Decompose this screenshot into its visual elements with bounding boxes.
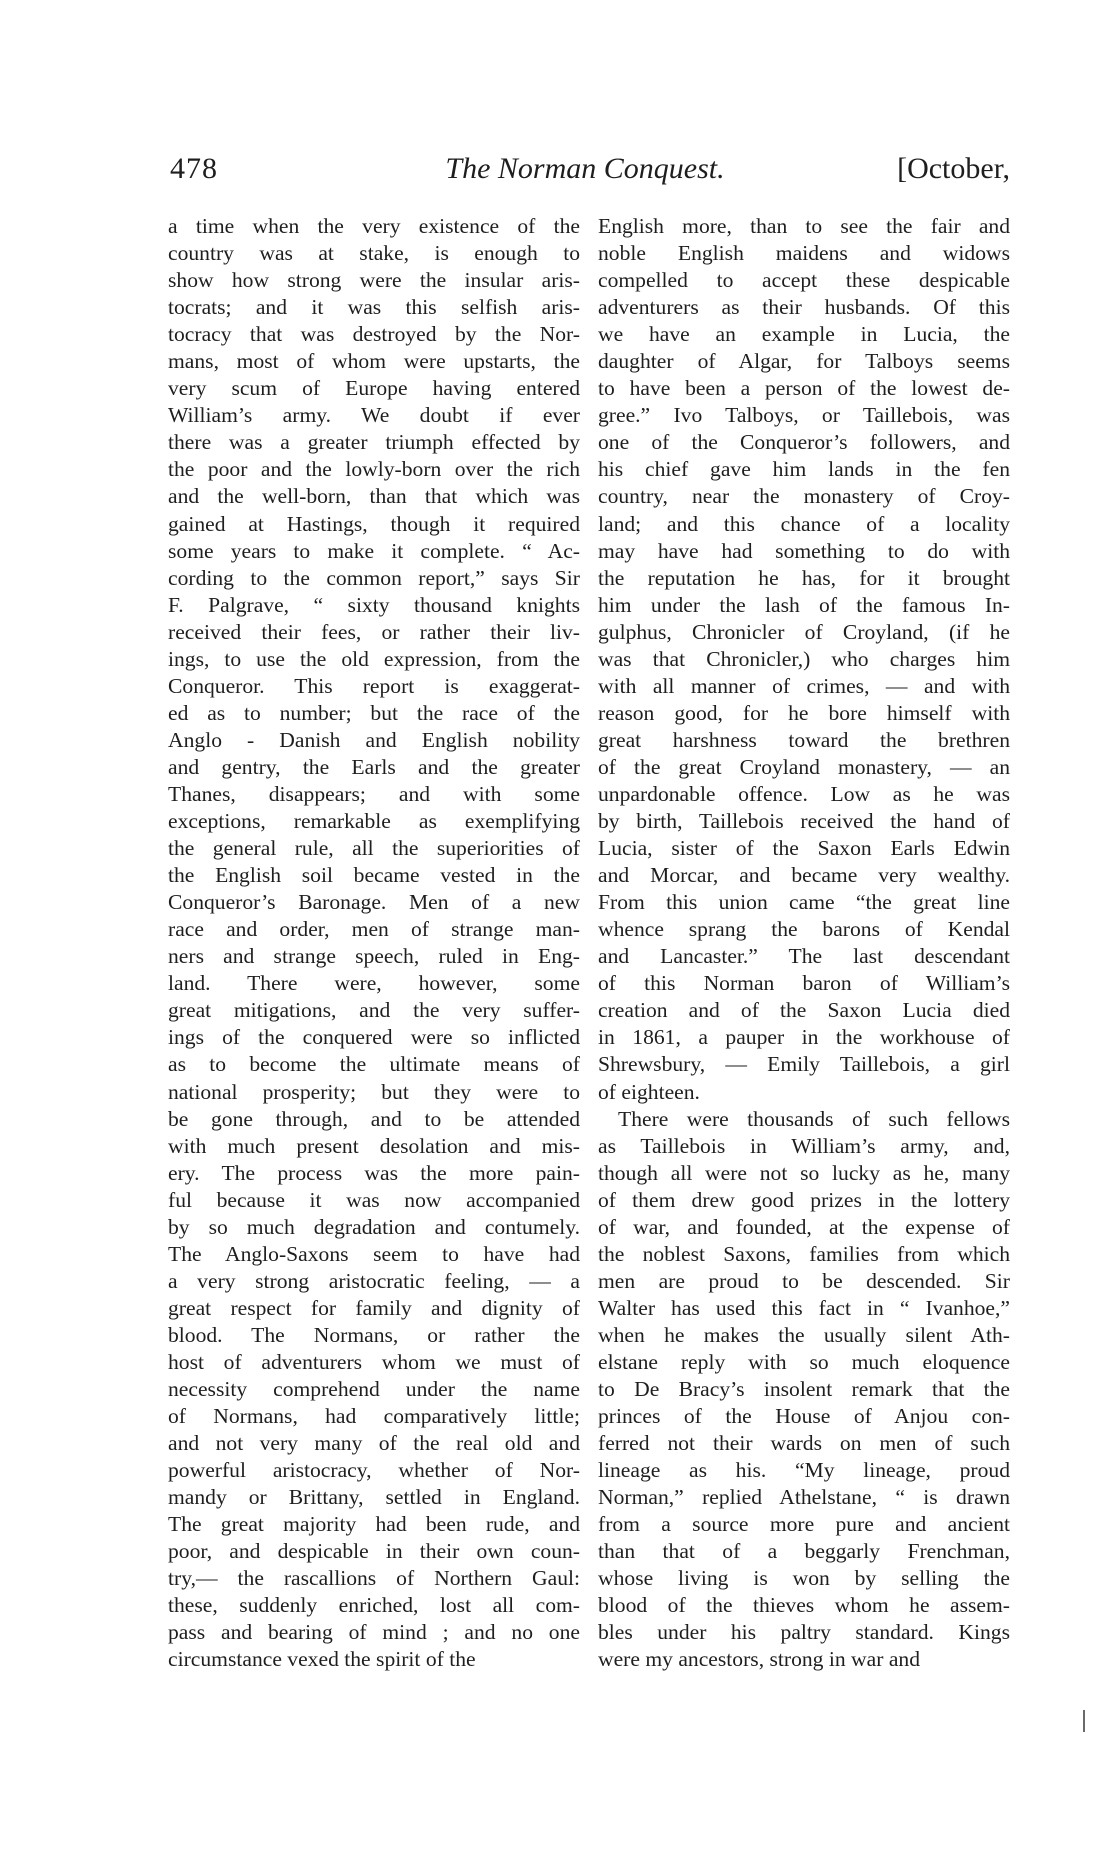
text-line: of them drew good prizes in the lottery xyxy=(598,1187,1010,1212)
text-line: national prosperity; but they were to xyxy=(168,1079,580,1104)
text-line: the English soil became vested in the xyxy=(168,863,580,888)
text-line: land; and this chance of a locality xyxy=(598,511,1010,536)
text-line: men are proud to be descended. Sir xyxy=(598,1268,1010,1293)
running-month: [October, xyxy=(897,152,1010,185)
text-line: gree.” Ivo Talboys, or Taillebois, was xyxy=(598,403,1010,428)
text-line: though all were not so lucky as he, many xyxy=(598,1160,1010,1185)
text-line: from a source more pure and ancient xyxy=(598,1512,1010,1537)
text-line: William’s army. We doubt if ever xyxy=(168,403,580,428)
text-line: the poor and the lowly-born over the rich xyxy=(168,457,580,482)
text-line: Norman,” replied Athelstane, “ is drawn xyxy=(598,1485,1010,1510)
text-line: gulphus, Chronicler of Croyland, (if he xyxy=(598,619,1010,644)
text-line: reason good, for he bore himself with xyxy=(598,700,1010,725)
text-line: with much present desolation and mis- xyxy=(168,1133,580,1158)
text-line: great mitigations, and the very suffer- xyxy=(168,998,580,1023)
text-line: compelled to accept these despicable xyxy=(598,268,1010,293)
text-line: ings, to use the old expression, from the xyxy=(168,646,580,671)
left-column xyxy=(168,213,580,1674)
text-line: try,— the rascallions of Northern Gaul: xyxy=(168,1566,580,1591)
text-line: received their fees, or rather their liv- xyxy=(168,619,580,644)
text-line: powerful aristocracy, whether of Nor- xyxy=(168,1458,580,1483)
text-line: blood. The Normans, or rather the xyxy=(168,1322,580,1347)
text-line: unpardonable offence. Low as he was xyxy=(598,781,1010,806)
text-line: him under the lash of the famous In- xyxy=(598,592,1010,617)
text-line: as Taillebois in William’s army, and, xyxy=(598,1133,1010,1158)
text-line: and the well-born, than that which was xyxy=(168,484,580,509)
text-line: gained at Hastings, though it required xyxy=(168,511,580,536)
text-line: with all manner of crimes, — and with xyxy=(598,673,1010,698)
text-line: show how strong were the insular aris- xyxy=(168,268,580,293)
text-line: From this union came “the great line xyxy=(598,890,1010,915)
text-line: by so much degradation and contumely. xyxy=(168,1214,580,1239)
text-line: a time when the very existence of the xyxy=(168,214,580,238)
text-line: of this Norman baron of William’s xyxy=(598,971,1010,996)
text-line: his chief gave him lands in the fen xyxy=(598,457,1010,482)
text-line: was that Chronicler,) who charges him xyxy=(598,646,1010,671)
text-line: to have been a person of the lowest de- xyxy=(598,376,1010,401)
text-line: Lucia, sister of the Saxon Earls Edwin xyxy=(598,836,1010,861)
text-line: the noblest Saxons, families from which xyxy=(598,1241,1010,1266)
text-line: daughter of Algar, for Talboys seems xyxy=(598,349,1010,374)
text-line: these, suddenly enriched, lost all com- xyxy=(168,1593,580,1618)
text-line: creation and of the Saxon Lucia died xyxy=(598,998,1010,1023)
text-line: some years to make it complete. “ Ac- xyxy=(168,538,580,563)
text-line: ful because it was now accompanied xyxy=(168,1187,580,1212)
text-line: in 1861, a pauper in the workhouse of xyxy=(598,1025,1010,1050)
text-line: mandy or Brittany, settled in England. xyxy=(168,1485,580,1510)
text-line: when he makes the usually silent Ath- xyxy=(598,1322,1010,1347)
text-line: elstane reply with so much eloquence xyxy=(598,1349,1010,1374)
page-number: 478 xyxy=(170,152,218,185)
text-line: one of the Conqueror’s followers, and xyxy=(598,430,1010,455)
right-column xyxy=(598,213,1010,1674)
text-line: of Normans, had comparatively little; xyxy=(168,1404,580,1429)
text-line: of eighteen. xyxy=(598,1079,700,1104)
text-line: bles under his paltry standard. Kings xyxy=(598,1620,1010,1645)
text-line: than that of a beggarly Frenchman, xyxy=(598,1539,1010,1564)
running-title: The Norman Conquest. xyxy=(445,152,725,185)
text-line: of the great Croyland monastery, — an xyxy=(598,754,1010,779)
text-line: Shrewsbury, — Emily Taillebois, a girl xyxy=(598,1052,1010,1077)
text-line: lineage as his. “My lineage, proud xyxy=(598,1458,1010,1483)
text-line: country, near the monastery of Croy- xyxy=(598,484,1010,509)
text-line: the reputation he has, for it brought xyxy=(598,565,1010,590)
text-line: whence sprang the barons of Kendal xyxy=(598,917,1010,942)
text-line: great harshness toward the brethren xyxy=(598,727,1010,752)
text-line: great respect for family and dignity of xyxy=(168,1295,580,1320)
text-line: adventurers as their husbands. Of this xyxy=(598,295,1010,320)
text-line: very scum of Europe having entered xyxy=(168,376,580,401)
text-line: blood of the thieves whom he assem- xyxy=(598,1593,1010,1618)
page-header xyxy=(165,152,1010,196)
text-line: exceptions, remarkable as exemplifying xyxy=(168,809,580,834)
text-line: Conqueror’s Baronage. Men of a new xyxy=(168,890,580,915)
text-line: There were thousands of such fellows xyxy=(618,1106,1010,1131)
text-line: The Anglo-Saxons seem to have had xyxy=(168,1241,580,1266)
text-line: and gentry, the Earls and the greater xyxy=(168,754,580,779)
text-line: a very strong aristocratic feeling, — a xyxy=(168,1268,580,1293)
text-line: country was at stake, is enough to xyxy=(168,241,580,266)
margin-mark xyxy=(1083,1710,1085,1732)
text-line: Conqueror. This report is exaggerat- xyxy=(168,673,580,698)
text-line: ners and strange speech, ruled in Eng- xyxy=(168,944,580,969)
text-line: mans, most of whom were upstarts, the xyxy=(168,349,580,374)
text-line: noble English maidens and widows xyxy=(598,241,1010,266)
text-line: to De Bracy’s insolent remark that the xyxy=(598,1377,1010,1402)
text-line: whose living is won by selling the xyxy=(598,1566,1010,1591)
text-line: necessity comprehend under the name xyxy=(168,1377,580,1402)
text-line: poor, and despicable in their own coun- xyxy=(168,1539,580,1564)
text-line: ed as to number; but the race of the xyxy=(168,700,580,725)
text-line: Walter has used this fact in “ Ivanhoe,” xyxy=(598,1295,1010,1320)
text-line: tocrats; and it was this selfish aris- xyxy=(168,295,580,320)
text-line: cording to the common report,” says Sir xyxy=(168,565,580,590)
text-line: host of adventurers whom we must of xyxy=(168,1349,580,1374)
text-line: English more, than to see the fair and xyxy=(598,214,1010,238)
text-line: race and order, men of strange man- xyxy=(168,917,580,942)
text-line: by birth, Taillebois received the hand of xyxy=(598,809,1010,834)
text-line: as to become the ultimate means of xyxy=(168,1052,580,1077)
text-line: were my ancestors, strong in war and xyxy=(598,1647,921,1672)
text-line: and Lancaster.” The last descendant xyxy=(598,944,1010,969)
text-line: pass and bearing of mind ; and no one xyxy=(168,1620,580,1645)
text-line: may have had something to do with xyxy=(598,538,1010,563)
text-line: there was a greater triumph effected by xyxy=(168,430,580,455)
text-line: and Morcar, and became very wealthy. xyxy=(598,863,1010,888)
text-line: tocracy that was destroyed by the Nor- xyxy=(168,322,580,347)
text-line: F. Palgrave, “ sixty thousand knights xyxy=(168,592,580,617)
text-line: ery. The process was the more pain- xyxy=(168,1160,580,1185)
text-line: The great majority had been rude, and xyxy=(168,1512,580,1537)
text-line: be gone through, and to be attended xyxy=(168,1106,580,1131)
text-line: circumstance vexed the spirit of the xyxy=(168,1647,476,1672)
text-line: of war, and founded, at the expense of xyxy=(598,1214,1010,1239)
text-line: Anglo - Danish and English nobility xyxy=(168,727,580,752)
text-line: princes of the House of Anjou con- xyxy=(598,1404,1010,1429)
text-line: and not very many of the real old and xyxy=(168,1431,580,1456)
text-line: ings of the conquered were so inflicted xyxy=(168,1025,580,1050)
text-line: land. There were, however, some xyxy=(168,971,580,996)
text-line: ferred not their wards on men of such xyxy=(598,1431,1010,1456)
text-line: the general rule, all the superiorities of xyxy=(168,836,580,861)
text-line: we have an example in Lucia, the xyxy=(598,322,1010,347)
text-line: Thanes, disappears; and with some xyxy=(168,781,580,806)
